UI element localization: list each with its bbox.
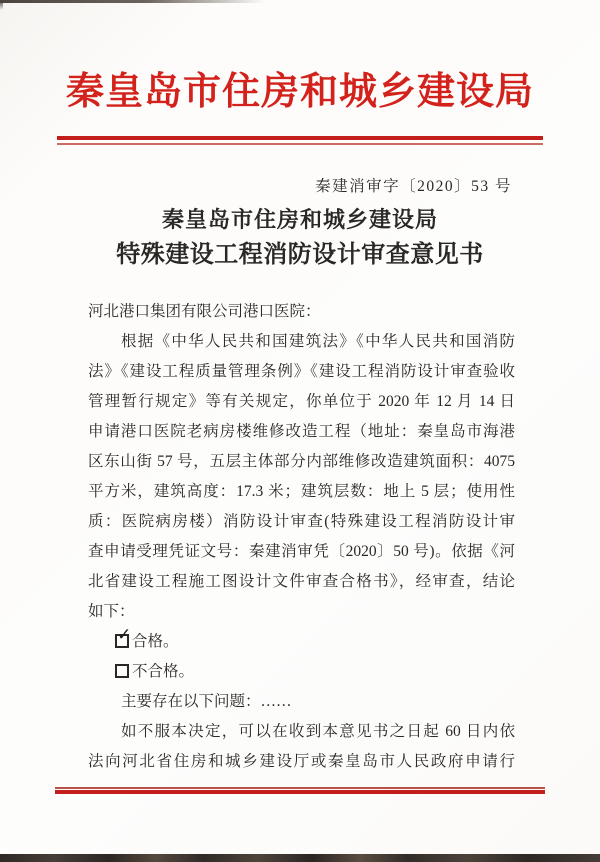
letterhead-rule-thin [57,143,543,145]
body-line: 管理暂行规定》等有关规定，你单位于 2020 年 12 月 14 日 [88,393,515,410]
checkbox-label: 合格。 [132,633,179,650]
checkbox-checked [115,625,132,648]
checkbox-unchecked [115,664,129,678]
body-line: 法向河北省住房和城乡建设厅或秦皇岛市人民政府申请行 [88,753,515,770]
document-number: 秦建消审字〔2020〕53 号 [315,178,512,195]
conclusion-option [88,627,515,657]
scan-corner-left [0,0,3,10]
body-line: 北省建设工程施工图设计文件审查合格书》，经审查，结论 [88,573,515,590]
scan-edge-top [0,0,265,3]
body-line: 如不服本决定，可以在收到本意见书之日起 60 日内依 [121,723,515,740]
footer-rule-thin [55,787,545,789]
body-line: 主要存在以下问题：…… [121,693,292,710]
check-icon: ✓ [117,625,132,645]
body-line: 平方米，建筑高度：17.3 米；建筑层数：地上 5 层；使用性 [88,483,515,500]
body-line: 法》《建设工程质量管理条例》《建设工程消防设计审查验收 [88,363,515,380]
body-line: 查申请受理凭证文号：秦建消审凭〔2020〕50 号)。依据《河 [88,543,515,560]
body-line: 河北港口集团有限公司港口医院： [88,303,321,320]
document-title-line2: 特殊建设工程消防设计审查意见书 [116,242,484,268]
footer-rule [55,790,545,794]
letterhead-agency-title: 秦皇岛市住房和城乡建设局 [65,71,534,113]
scan-edge-bottom [0,854,600,862]
document-body [88,297,515,777]
body-line: 质：医院病房楼）消防设计审查(特殊建设工程消防设计审 [88,513,515,530]
checkbox-label: 不合格。 [132,663,195,680]
body-line: 区东山街 57 号，五层主体部分内部维修改造建筑面积：4075 [88,453,515,470]
body-line: 如下： [88,603,135,620]
body-line: 申请港口医院老病房楼维修改造工程（地址：秦皇岛市海港 [88,423,515,440]
letterhead-rule [57,136,543,140]
body-line: 根据《中华人民共和国建筑法》《中华人民共和国消防 [121,333,515,350]
document-title-line1: 秦皇岛市住房和城乡建设局 [161,207,438,232]
conclusion-option [88,657,515,687]
